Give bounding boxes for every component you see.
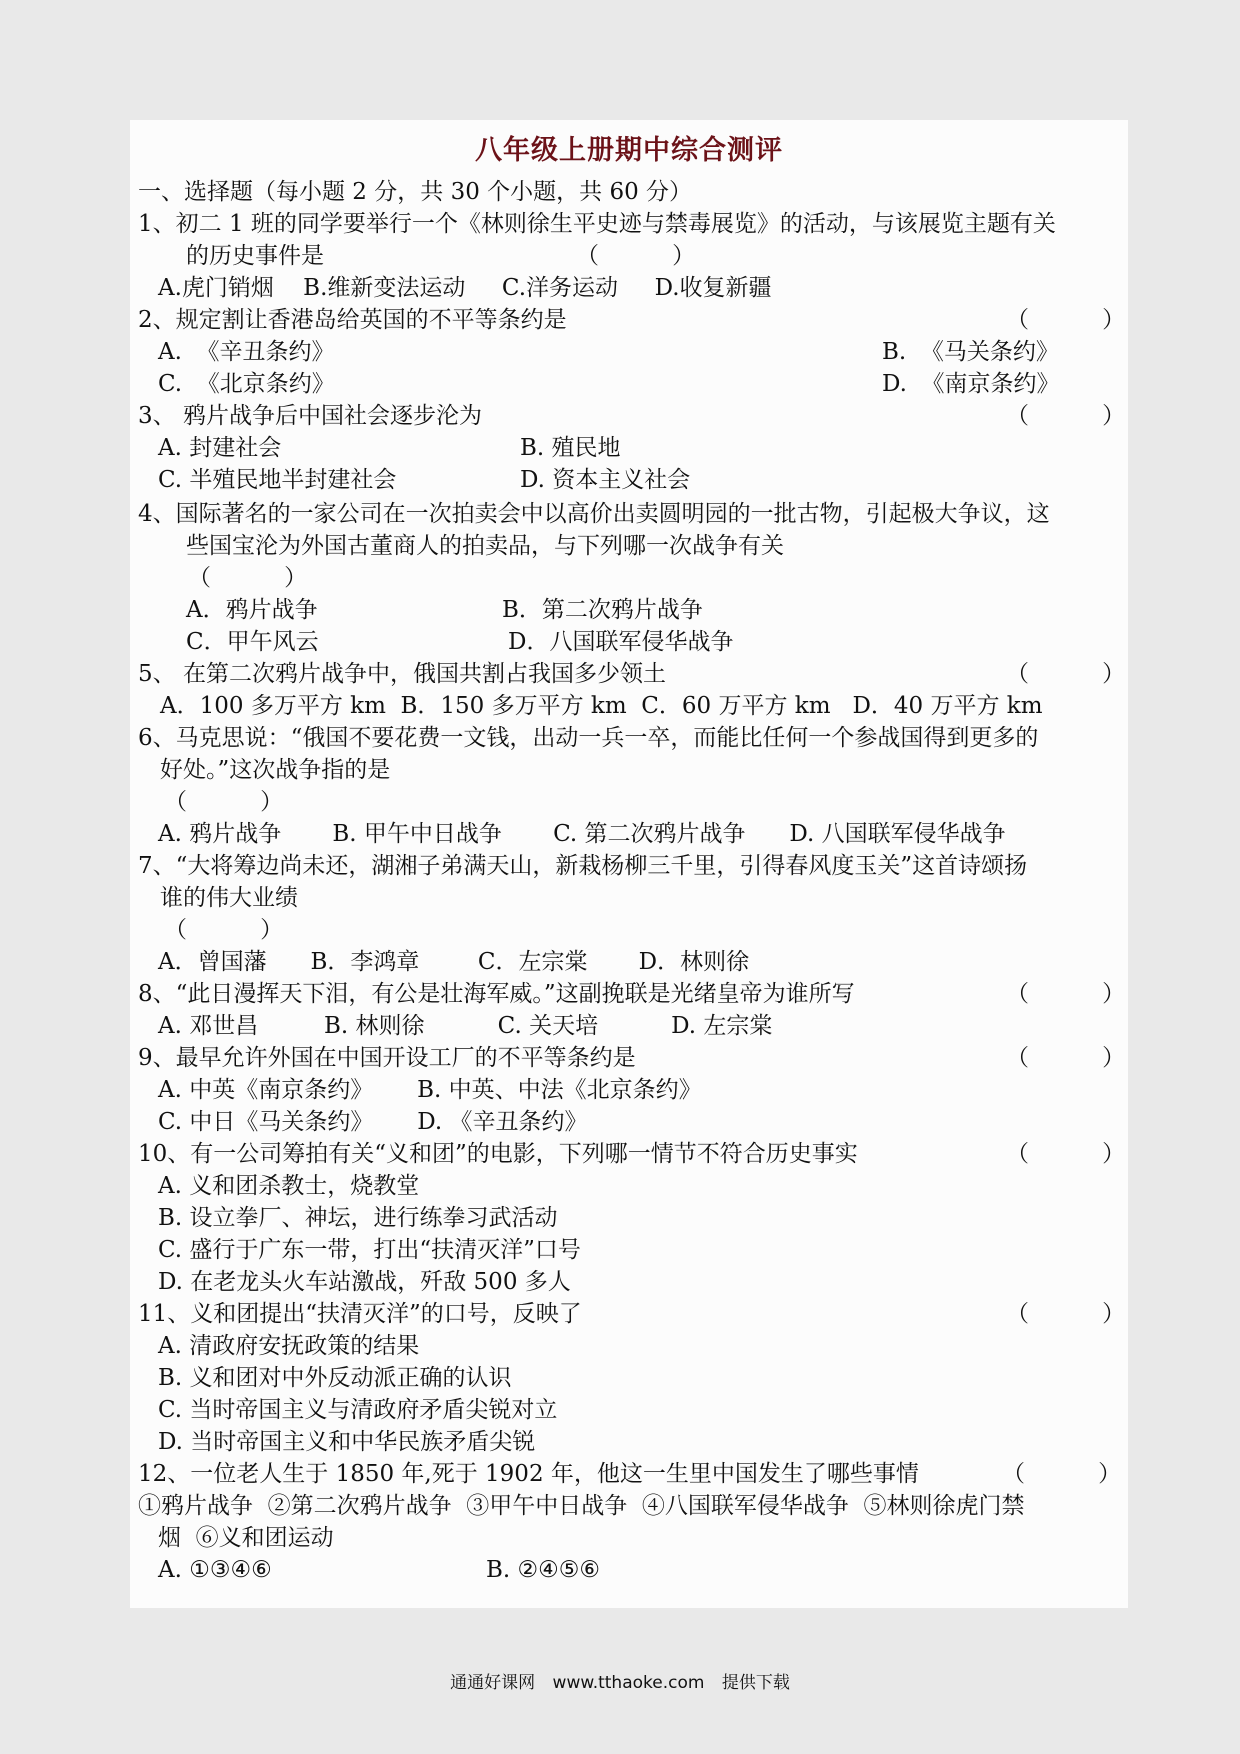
q3-option-c: C. 半殖民地半封建社会 [158,467,397,493]
q11-option-c: C. 当时帝国主义与清政府矛盾尖锐对立 [158,1397,558,1423]
exam-title: 八年级上册期中综合测评 [475,135,783,166]
q6-answer-bracket: （ ） [164,789,284,815]
q10-stem: 10、有一公司筹拍有关“义和团”的电影，下列哪一情节不符合历史事实 [138,1141,858,1167]
q2-option-a: A. 《辛丑条约》 [158,339,335,365]
q2-option-c: C. 《北京条约》 [158,371,335,397]
q10-answer-bracket: （ ） [1006,1141,1126,1167]
q8-stem: 8、“此日漫挥天下泪，有公是壮海军威。”这副挽联是光绪皇帝为谁所写 [138,981,855,1007]
q11-answer-bracket: （ ） [1006,1301,1126,1327]
q2-option-d: D. 《南京条约》 [882,371,1060,397]
q3-option-a: A. 封建社会 [158,435,282,461]
q3-answer-bracket: （ ） [1006,403,1126,429]
q1-stem-cont: 的历史事件是 [186,243,324,269]
q7-stem: 7、“大将筹边尚未还，湖湘子弟满天山，新栽杨柳三千里，引得春风度玉关”这首诗颂扬 [138,853,1028,879]
q12-option-a: A. ①③④⑥ [158,1557,272,1583]
q12-items-cont: 烟 ⑥义和团运动 [158,1525,334,1551]
q9-options-row1: A. 中英《南京条约》 B. 中英、中法《北京条约》 [158,1077,702,1103]
q10-option-d: D. 在老龙头火车站激战，歼敌 500 多人 [158,1269,571,1295]
q2-option-b: B. 《马关条约》 [882,339,1059,365]
q5-answer-bracket: （ ） [1006,661,1126,687]
q11-stem: 11、义和团提出“扶清灭洋”的口号，反映了 [138,1301,582,1327]
q12-stem: 12、一位老人生于 1850 年,死于 1902 年，他这一生里中国发生了哪些事情 [138,1461,919,1487]
q6-options: A. 鸦片战争 B. 甲午中日战争 C. 第二次鸦片战争 D. 八国联军侵华战争 [158,821,1006,847]
footer-site-name: 通通好课网 [450,1673,536,1693]
footer-url: www.tthaoke.com [552,1673,705,1693]
q12-option-b: B. ②④⑤⑥ [486,1557,601,1583]
q4-answer-bracket: （ ） [188,565,308,591]
section-heading: 一、选择题（每小题 2 分，共 30 个小题，共 60 分） [138,179,693,205]
q2-answer-bracket: （ ） [1006,307,1126,333]
q1-stem: 1、初二 1 班的同学要举行一个《林则徐生平史迹与禁毒展览》的活动，与该展览主题有关 [138,211,1056,237]
q9-answer-bracket: （ ） [1006,1045,1126,1071]
q11-option-b: B. 义和团对中外反动派正确的认识 [158,1365,512,1391]
q4-option-a: A．鸦片战争 [186,597,318,623]
q10-option-a: A. 义和团杀教士，烧教堂 [158,1173,420,1199]
q7-options: A．曾国藩 B．李鸿章 C．左宗棠 D．林则徐 [158,949,750,975]
q5-options: A．100 多万平方 km B．150 多万平方 km C．60 万平方 km D．40 万平方 km [160,693,1043,719]
q3-option-b: B. 殖民地 [520,435,621,461]
q7-stem-cont: 谁的伟大业绩 [160,885,298,911]
q8-answer-bracket: （ ） [1006,981,1126,1007]
q5-stem: 5、 在第二次鸦片战争中，俄国共割占我国多少领土 [138,661,666,687]
q6-stem: 6、马克思说：“俄国不要花费一文钱，出动一兵一卒，而能比任何一个参战国得到更多的 [138,725,1039,751]
q12-answer-bracket: （ ） [1002,1461,1122,1487]
q12-items: ①鸦片战争 ②第二次鸦片战争 ③甲午中日战争 ④八国联军侵华战争 ⑤林则徐虎门禁 [138,1493,1025,1519]
q4-option-c: C．甲午风云 [186,629,319,655]
q9-options-row2: C. 中日《马关条约》 D. 《辛丑条约》 [158,1109,588,1135]
q1-answer-bracket: （ ） [576,243,696,269]
q7-answer-bracket: （ ） [164,917,284,943]
page-footer [0,1668,1240,1693]
q3-stem: 3、 鸦片战争后中国社会逐步沦为 [138,403,482,429]
q6-stem-cont: 好处。”这次战争指的是 [160,757,391,783]
q4-stem: 4、国际著名的一家公司在一次拍卖会中以高价出卖圆明园的一批古物，引起极大争议，这 [138,501,1050,527]
q8-options: A. 邓世昌 B. 林则徐 C. 关天培 D. 左宗棠 [158,1013,773,1039]
q2-stem: 2、规定割让香港岛给英国的不平等条约是 [138,307,567,333]
q3-option-d: D. 资本主义社会 [520,467,691,493]
q4-option-d: D．八国联军侵华战争 [508,629,734,655]
q10-option-c: C. 盛行于广东一带，打出“扶清灭洋”口号 [158,1237,581,1263]
q11-option-d: D. 当时帝国主义和中华民族矛盾尖锐 [158,1429,536,1455]
q10-option-b: B. 设立拳厂、神坛，进行练拳习武活动 [158,1205,558,1231]
exam-sheet [130,120,1128,1608]
q9-stem: 9、最早允许外国在中国开设工厂的不平等条约是 [138,1045,636,1071]
q11-option-a: A. 清政府安抚政策的结果 [158,1333,420,1359]
q1-options: A.虎门销烟 B.维新变法运动 C.洋务运动 D.收复新疆 [158,275,772,301]
q4-stem-cont: 些国宝沦为外国古董商人的拍卖品，与下列哪一次战争有关 [186,533,784,559]
footer-note: 提供下载 [721,1673,790,1693]
q4-option-b: B．第二次鸦片战争 [502,597,703,623]
